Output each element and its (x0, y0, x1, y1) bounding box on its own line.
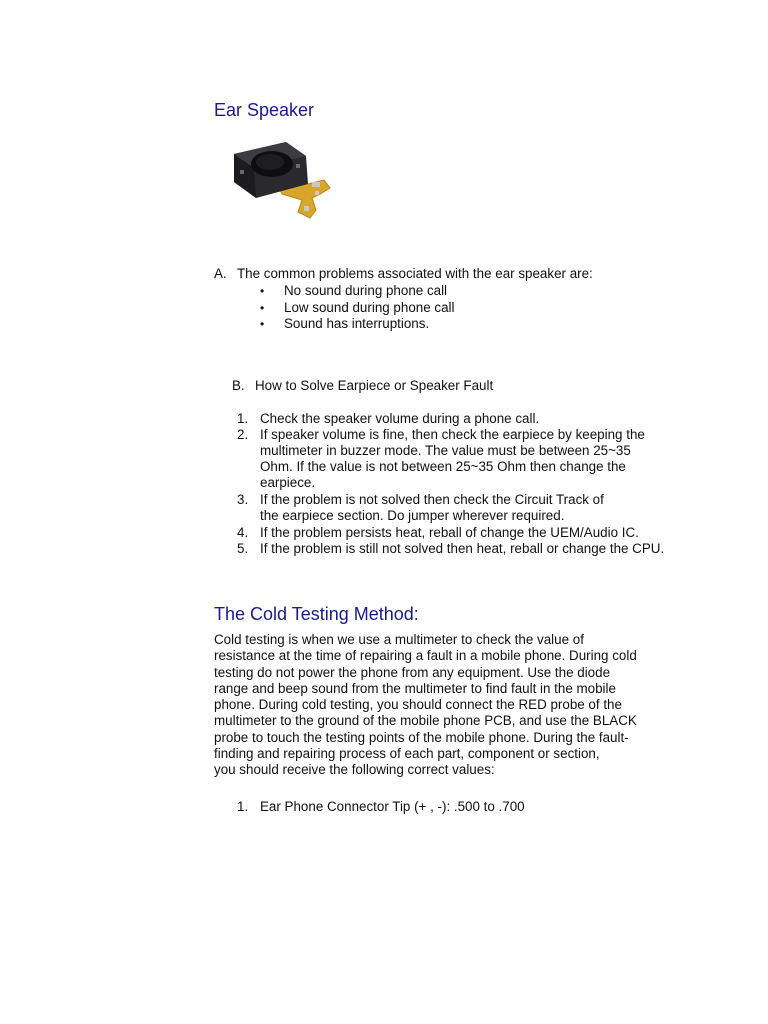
bullet-icon: • (260, 317, 265, 331)
step-text: the earpiece section. Do jumper wherever required. (260, 508, 565, 523)
step-text: multimeter in buzzer mode. The value must be between 25~35 (260, 443, 631, 458)
paragraph-line: multimeter to the ground of the mobile phone PCB, and use the BLACK (214, 713, 637, 729)
list-item: Low sound during phone call (284, 300, 455, 315)
step-number: 4. (237, 525, 249, 540)
paragraph-line: resistance at the time of repairing a fault in a mobile phone. During cold (214, 648, 637, 664)
ear-speaker-image (216, 136, 342, 222)
paragraph-line: range and beep sound from the multimeter to find fault in the mobile (214, 680, 616, 696)
bullet-icon: • (260, 301, 265, 315)
paragraph-line: phone. During cold testing, you should connect the RED probe of the (214, 697, 622, 713)
step-text: Check the speaker volume during a phone call. (260, 411, 540, 426)
part-b-title: How to Solve Earpiece or Speaker Fault (255, 378, 494, 393)
paragraph-line: Cold testing is when we use a multimeter to check the value of (214, 632, 584, 647)
paragraph-line: testing do not power the phone from any equipment. Use the diode (214, 664, 611, 680)
value-text: Ear Phone Connector Tip (+ , -): .500 to .700 (260, 799, 525, 814)
step-number: 1. (237, 411, 249, 426)
step-number: 5. (237, 541, 249, 556)
paragraph-line: you should receive the following correct values: (214, 762, 495, 778)
part-a-marker: A. (214, 266, 227, 281)
part-a-intro: The common problems associated with the ear speaker are: (237, 266, 593, 281)
cold-testing-paragraph (214, 632, 637, 779)
step-text: If the problem persists heat, reball of change the UEM/Audio IC. (260, 525, 639, 540)
step-text: If the problem is still not solved then heat, reball or change the CPU. (260, 541, 665, 556)
paragraph-line: finding and repairing process of each part, component or section, (214, 746, 600, 762)
step-text: Ohm. If the value is not between 25~35 Ohm then change the (260, 459, 626, 474)
part-b-marker: B. (232, 378, 245, 393)
ear-speaker-heading: Ear Speaker (214, 100, 315, 120)
cold-testing-heading: The Cold Testing Method: (214, 604, 419, 624)
step-text: earpiece. (260, 475, 316, 490)
step-text: If the problem is not solved then check the Circuit Track of (260, 492, 604, 507)
list-item: No sound during phone call (284, 283, 448, 298)
step-text: If speaker volume is fine, then check the earpiece by keeping the (260, 427, 645, 442)
step-number: 2. (237, 427, 249, 442)
value-number: 1. (237, 799, 249, 814)
list-item: Sound has interruptions. (284, 316, 430, 331)
step-number: 3. (237, 492, 249, 507)
bullet-icon: • (260, 284, 265, 298)
paragraph-line: probe to touch the testing points of the mobile phone. During the fault- (214, 729, 629, 745)
